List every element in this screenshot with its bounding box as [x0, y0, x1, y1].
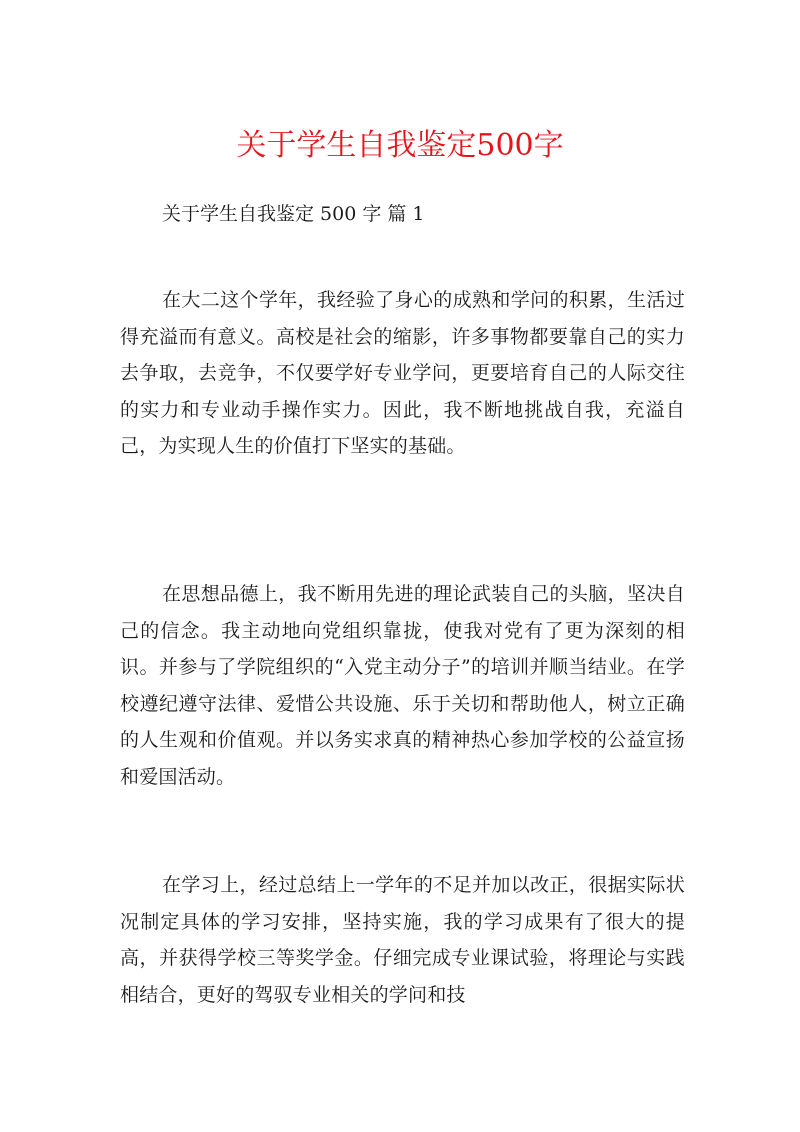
body-paragraph-1: 在大二这个学年，我经验了身心的成熟和学问的积累，生活过得充溢而有意义。高校是社会的缩影，许多事物都要靠自己的实力去争取，去竞争，不仅要学好专业学问，更要培育自己的人际交往的实力和专业动手操作实力。因此，我不断地挑战自我，充溢自己，为实现人生的价值打下坚实的基础。 [120, 289, 685, 458]
body-paragraph-3: 在学习上，经过总结上一学年的不足并加以改正，很据实际状况制定具体的学习安排，坚持实施，我的学习成果有了很大的提高，并获得学校三等奖学金。仔细完成专业课试验，将理论与实践相结合，更好的驾驭专业相关的学问和技 [120, 874, 685, 1006]
section-subtitle: 关于学生自我鉴定 500 字 篇 1 [162, 203, 425, 225]
body-paragraph-2: 在思想品德上，我不断用先进的理论武装自己的头脑，坚决自己的信念。我主动地向党组织靠拢，使我对党有了更为深刻的相识。并参与了学院组织的“入党主动分子”的培训并顺当结业。在学校遵纪遵守法律、爱惜公共设施、乐于关切和帮助他人，树立正确的人生观和价值观。并以务实求真的精神热心参加学校的公益宣扬和爱国活动。 [120, 583, 685, 788]
page-title: 关于学生自我鉴定500字 [236, 128, 564, 163]
